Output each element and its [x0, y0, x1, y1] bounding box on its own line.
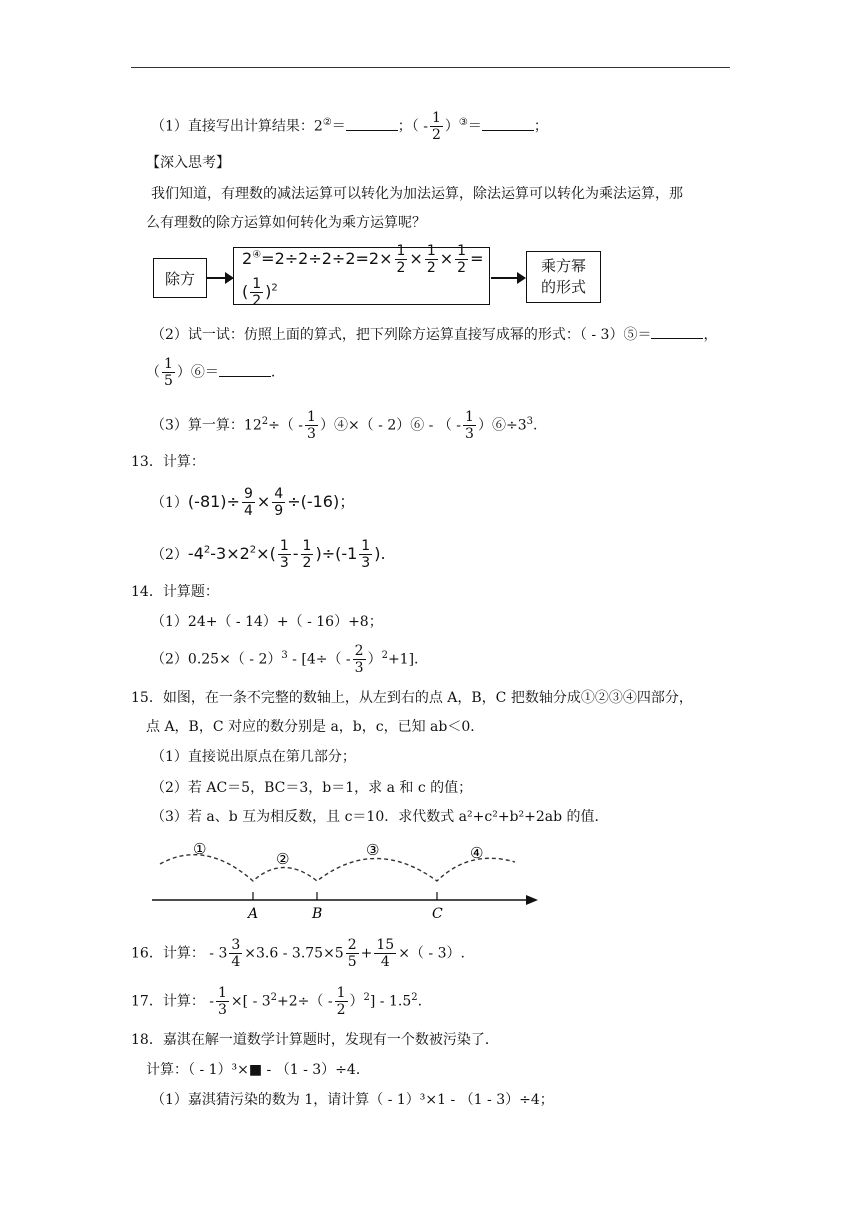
q14-part1: （1）24+（ - 14）+（ - 16）+8； [151, 614, 383, 630]
axis-label-c: C [432, 906, 443, 922]
q15-part3: （3）若 a、b 互为相反数，且 c＝10．求代数式 a²+c²+b²+2ab 的值． [151, 809, 609, 825]
q13-part1: （1）(-81)÷ $\frac{9}{4}$ × $\frac{4}{9}$ ÷(-16)； [151, 486, 356, 519]
q12-heading: 【深入思考】 [146, 155, 230, 171]
region-label-1: ① [193, 840, 207, 858]
q14-title: 14．计算题： [131, 584, 219, 600]
q12-part2-line1: （2）试一试：仿照上面的算式，把下列除方运算直接写成幂的形式：（ - 3）⑤＝ ， [151, 324, 717, 346]
region-label-3: ③ [366, 841, 380, 859]
diagram-arrow-2 [491, 277, 524, 279]
diagram-left-box: 除方 [153, 258, 207, 298]
diagram-right-box: 乘方幂 的形式 [526, 251, 601, 303]
q15-part1: （1）直接说出原点在第几部分； [151, 749, 356, 765]
q18-part1: （1）嘉淇猜污染的数为 1，请计算（ - 1）³×1 - （1 - 3）÷4； [151, 1092, 554, 1108]
region-label-4: ④ [470, 844, 484, 862]
q13-title: 13．计算： [131, 454, 205, 470]
q15-line1: 15．如图，在一条不完整的数轴上，从左到右的点 A，B，C 把数轴分成①②③④四部分， [131, 690, 693, 706]
number-line-figure [150, 834, 550, 924]
region-label-2: ② [276, 850, 290, 868]
diagram-arrow-1 [206, 277, 232, 279]
q12-paragraph-line2: 么有理数的除方运算如何转化为乘方运算呢？ [146, 215, 426, 231]
q12-part2-line2: （ $\frac{1}{5}$ ）⑥＝ . [146, 356, 276, 389]
diagram-formula-box: 2④=2÷2÷2÷2=2× $\frac{1}{2}$ × $\frac{1}{2}$ × $\frac{1}{2}$ =( $\frac{1}{2}$ )$^2$ [233, 247, 490, 305]
q14-part2: （2）0.25×（ - 2）$^3$ - [4÷（ - $\frac{2}{3}$ ）$^2$+1]. [151, 643, 419, 676]
q13-part2: $(2)-4^2-3\times 2^2\times$( $\frac{1}{3}$ - $\frac{1}{2}$ )÷(-1 $\frac{1}{3}$ ). [151, 538, 386, 571]
header-rule [131, 67, 730, 68]
axis-label-a: A [248, 906, 259, 922]
q16: 16．计算： - 3 $\frac{3}{4}$ ×3.6 - 3.75×5 $\frac{2}{5}$ + $\frac{15}{4}$ ×（ - 3）. [131, 937, 465, 970]
q12-part1: （1）直接写出计算结果：2②＝ ；（ - $\frac{1}{2}$ ）③＝ ； [151, 110, 548, 143]
q12-paragraph-line1: 我们知道，有理数的减法运算可以转化为加法运算，除法运算可以转化为乘法运算，那 [151, 186, 683, 202]
q18-line1: 18．嘉淇在解一道数学计算题时，发现有一个数被污染了． [131, 1032, 499, 1048]
q18-line2: 计算：（ - 1）³×■ - （1 - 3）÷4． [146, 1062, 370, 1078]
q17: 17．计算： - $\frac{1}{3}$ ×[ - $3^2+2\div$（ - $\frac{1}{2}$ ）$^2] - 1.5^2$. [131, 985, 423, 1018]
q12-part3: （3）算一算：$12^2\div$（ - $\frac{1}{3}$ ）④×（ - 2）⑥ - （ - $\frac{1}{3}$ ）$⑥\div 3^3$. [151, 409, 538, 442]
q15-part2: （2）若 AC＝5，BC＝3，b＝1，求 a 和 c 的值； [151, 780, 473, 796]
axis-label-b: B [312, 906, 323, 922]
q15-line2: 点 A，B，C 对应的数分别是 a，b，c，已知 ab＜0． [146, 719, 485, 735]
